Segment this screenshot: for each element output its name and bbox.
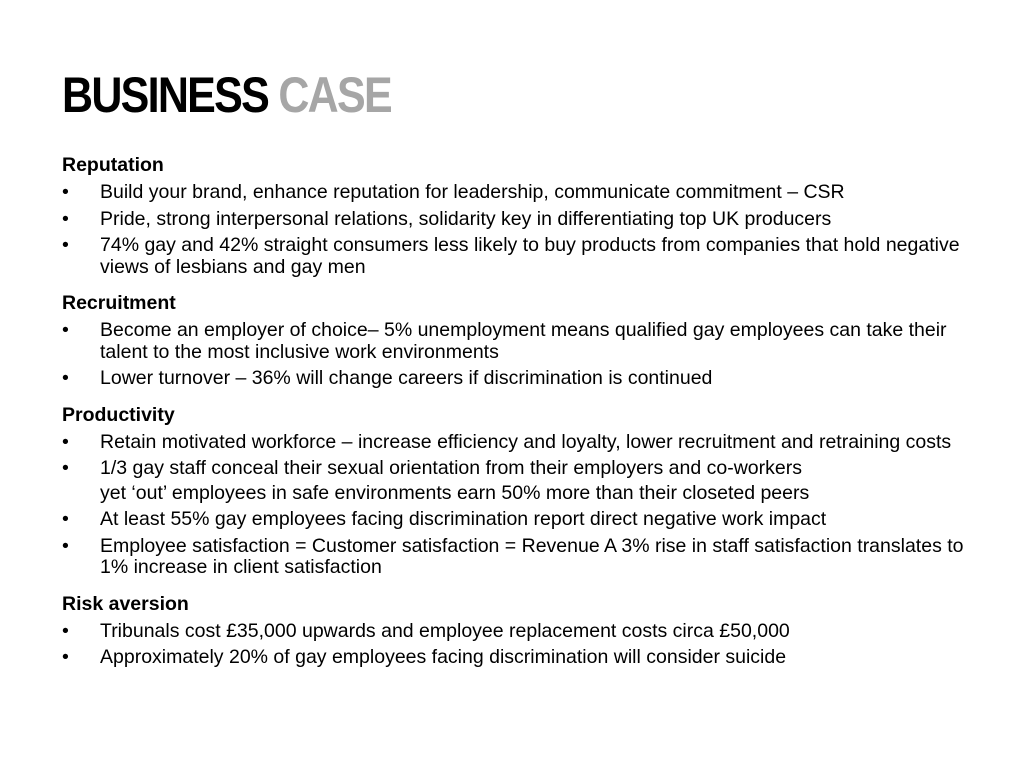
- slide-content: [62, 154, 997, 683]
- title-word-business: BUSINESS: [62, 67, 269, 123]
- section-heading: Reputation: [62, 154, 164, 176]
- section-risk-aversion: [62, 593, 997, 669]
- bullet-item: • Tribunals cost £35,000 upwards and employee replacement costs circa £50,000: [62, 621, 997, 643]
- bullet-item: • Employee satisfaction = Customer satisfaction = Revenue A 3% rise in staff satisfaction translates to 1% increase in client satisfaction: [62, 536, 997, 579]
- section-heading: Risk aversion: [62, 592, 189, 615]
- section-recruitment: [62, 292, 997, 390]
- slide-title: [62, 62, 391, 128]
- bullet-item: • Build your brand, enhance reputation for leadership, communicate commitment – CSR: [62, 182, 997, 204]
- bullet-item: • Become an employer of choice– 5% unemployment means qualified gay employees can take their talent to the most inclusive work environments: [62, 320, 997, 363]
- bullet-item: • Lower turnover – 36% will change careers if discrimination is continued: [62, 368, 997, 390]
- bullet-text: 1/3 gay staff conceal their sexual orientation from their employers and co-workers: [100, 457, 802, 479]
- bullet-item: • Approximately 20% of gay employees facing discrimination will consider suicide: [62, 647, 997, 669]
- bullet-list: [62, 621, 997, 669]
- bullet-list: [62, 182, 997, 278]
- title-word-case: CASE: [278, 67, 391, 123]
- bullet-item: • Retain motivated workforce – increase efficiency and loyalty, lower recruitment and retraining costs: [62, 432, 997, 454]
- bullet-list: [62, 432, 997, 579]
- section-heading: Recruitment: [62, 292, 176, 314]
- bullet-item: [62, 458, 997, 504]
- bullet-text-continuation: yet ‘out’ employees in safe environments earn 50% more than their closeted peers: [100, 481, 810, 504]
- bullet-item: • At least 55% gay employees facing discrimination report direct negative work impact: [62, 509, 997, 531]
- section-reputation: [62, 154, 997, 278]
- bullet-item: • Pride, strong interpersonal relations, solidarity key in differentiating top UK producers: [62, 209, 997, 231]
- bullet-list: [62, 320, 997, 390]
- section-heading: Productivity: [62, 403, 175, 426]
- section-productivity: [62, 404, 997, 579]
- bullet-item: • 74% gay and 42% straight consumers less likely to buy products from companies that hold negative views of lesbians and gay men: [62, 235, 997, 278]
